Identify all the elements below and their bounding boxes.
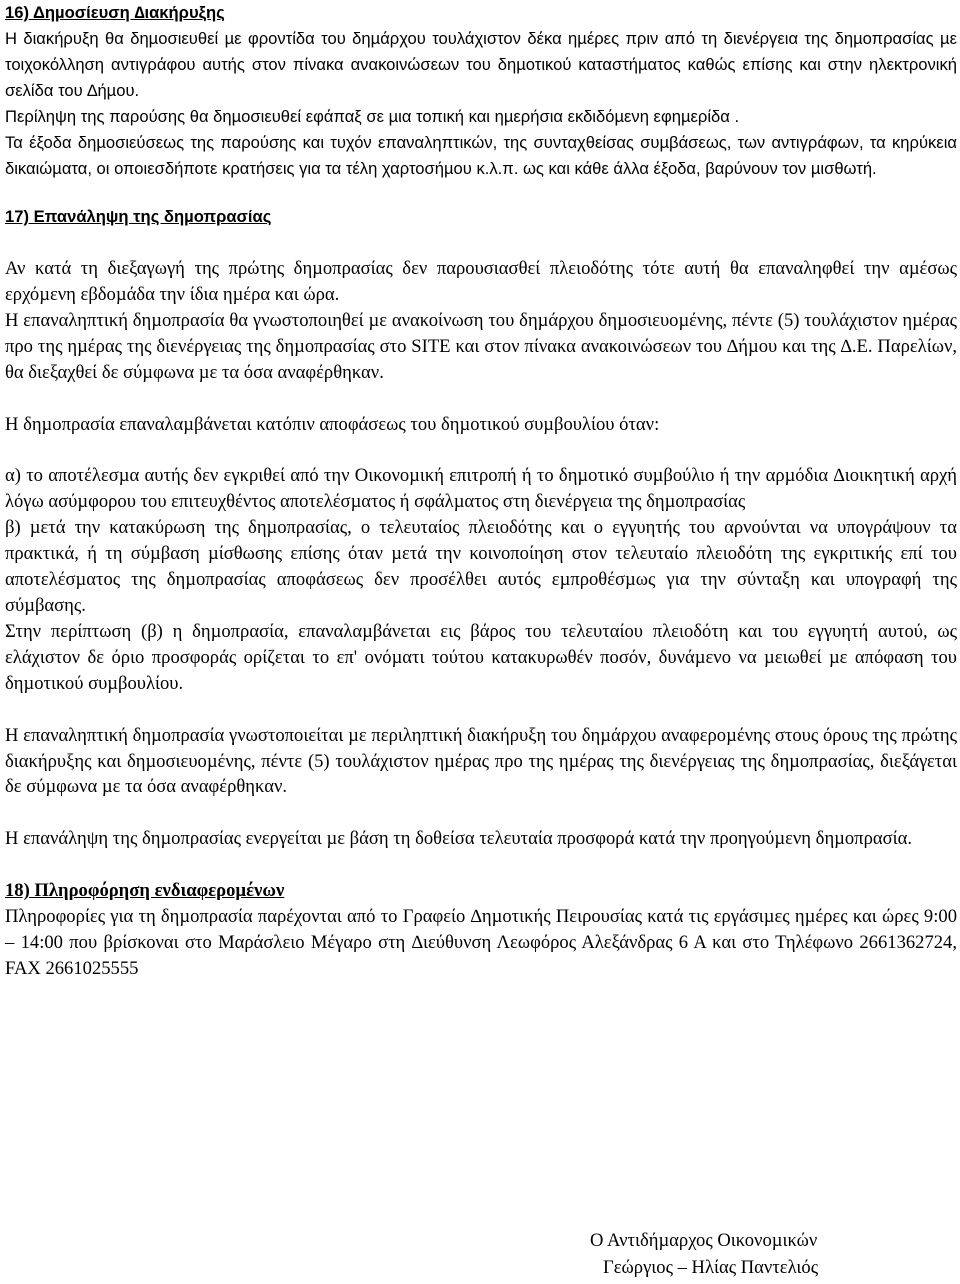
section-16-paragraph-1: Η διακήρυξη θα δηµοσιευθεί µε φροντίδα του δηµάρχου τουλάχιστον δέκα ηµέρες πριν από τη διενέργεια της δηµοπρασίας µε τοιχοκόλληση αντιγράφου αυτής στον πίνακα ανακοινώσεων του δηµοτικού καταστήµατος καθώς επίσης και στην ηλεκτρονική σελίδα του ∆ήµου. bbox=[5, 29, 957, 100]
section-17-paragraph-2: Η επαναληπτική δηµοπρασία θα γνωστοποιηθεί µε ανακοίνωση του δηµάρχου δηµοσιευοµένης, πέντε (5) τουλάχιστον ηµέρας προ της ηµέρας της διενέργειας της δηµοπρασίας στο SITE και στον πίνακα ανακοινώσεων του ∆ήµου και της ∆.Ε. Παρελίων, θα διεξαχθεί δε σύµφωνα µε τα όσα αναφέρθηκαν. bbox=[5, 309, 957, 383]
section-17-paragraph-8: Η επανάληψη της δηµοπρασίας ενεργείται µε βάση τη δοθείσα τελευταία προσφορά κατά την προηγούµενη δηµοπρασία. bbox=[5, 828, 912, 850]
section-18-heading: 18) Πληροφόρηση ενδιαφεροµένων bbox=[5, 880, 285, 902]
document-page bbox=[5, 0, 957, 982]
section-17-paragraph-5: β) µετά την κατακύρωση της δηµοπρασίας, ο τελευταίος πλειοδότης και ο εγγυητής του αρνούνται να υπογράψουν τα πρακτικά, ή τη σύµβαση µίσθωσης επίσης όταν µετά την κοινοποίηση στον τελευταίο πλειοδότη της εγκριτικής επί του αποτελέσµατος της δηµοπρασίας αποφάσεως δεν προσέλθει αυτός εµπροθέσµως για την σύνταξη και υπογραφή της σύµβασης. bbox=[5, 517, 957, 616]
section-16-paragraph-2: Περίληψη της παρούσης θα δηµοσιευθεί εφάπαξ σε µια τοπική και ηµερήσια εκδιδόµενη εφηµερίδα . bbox=[5, 107, 740, 126]
section-17-heading: 17) Επανάληψη της δηµοπρασίας bbox=[5, 207, 272, 226]
section-17-paragraph-4: α) το αποτέλεσµα αυτής δεν εγκριθεί από την Οικονοµική επιτροπή ή το δηµοτικό συµβούλιο ή την αρµόδια ∆ιοικητική αρχή λόγω ασύµφορου του επιτευχθέντος αποτελέσµατος ή σφάλµατος στη διενέργεια της δηµοπρασίας bbox=[5, 465, 957, 513]
section-16-paragraph-3: Τα έξοδα δηµοσιεύσεως της παρούσης και τυχόν επαναληπτικών, της συνταχθείσας συµβάσεως, των αντιγράφων, τα κηρύκεια δικαιώµατα, οι οποιεσδήποτε κρατήσεις για τα τέλη χαρτοσήµου κ.λ.π. ως και κάθε άλλα έξοδα, βαρύνουν τον µισθωτή. bbox=[5, 133, 957, 178]
signature-name: Γεώργιος – Ηλίας Παντελιός bbox=[603, 1257, 819, 1278]
section-18-paragraph-1: Πληροφορίες για τη δηµοπρασία παρέχονται από το Γραφείο ∆ηµοτικής Πειρουσίας κατά τις εργάσιµες ηµέρες και ώρες 9:00 – 14:00 που βρίσκοναι στο Μαράσλειο Μέγαρο στη ∆ιεύθυνση Λεωφόρος Αλεξάνδρας 6 Α και στο Τηλέφωνο 2661362724, FAX 2661025555 bbox=[5, 906, 957, 979]
section-17-paragraph-7: Η επαναληπτική δηµοπρασία γνωστοποιείται µε περιληπτική διακήρυξη του δηµάρχου αναφεροµένης στους όρους της πρώτης διακήρυξης και δηµοσιευοµένης, πέντε (5) τουλάχιστον ηµέρας προ της ηµέρας της διενέργειας της δηµοπρασίας, διεξάγεται δε σύµφωνα µε τα όσα αναφέρθηκαν. bbox=[5, 724, 957, 798]
section-17-paragraph-1: Αν κατά τη διεξαγωγή της πρώτης δηµοπρασίας δεν παρουσιασθεί πλειοδότης τότε αυτή θα επαναληφθεί την αµέσως ερχόµενη εβδοµάδα την ίδια ηµέρα και ώρα. bbox=[5, 258, 957, 305]
section-17-paragraph-3: Η δηµοπρασία επαναλαµβάνεται κατόπιν αποφάσεως του δηµοτικού συµβουλίου όταν: bbox=[5, 413, 660, 435]
signature-title: Ο Αντιδήµαρχος Οικονοµικών bbox=[590, 1230, 818, 1251]
section-17-paragraph-6: Στην περίπτωση (β) η δηµοπρασία, επαναλαµβάνεται εις βάρος του τελευταίου πλειοδότη και του εγγυητή αυτού, ως ελάχιστον δε όριο προσφοράς ορίζεται το επ' ονόµατι τούτου κατακυρωθέν ποσόν, δυνάµενο να µειωθεί µε απόφαση του δηµοτικού συµβουλίου. bbox=[5, 620, 957, 694]
section-16-heading: 16) Δηµοσίευση ∆ιακήρυξης bbox=[5, 3, 225, 22]
